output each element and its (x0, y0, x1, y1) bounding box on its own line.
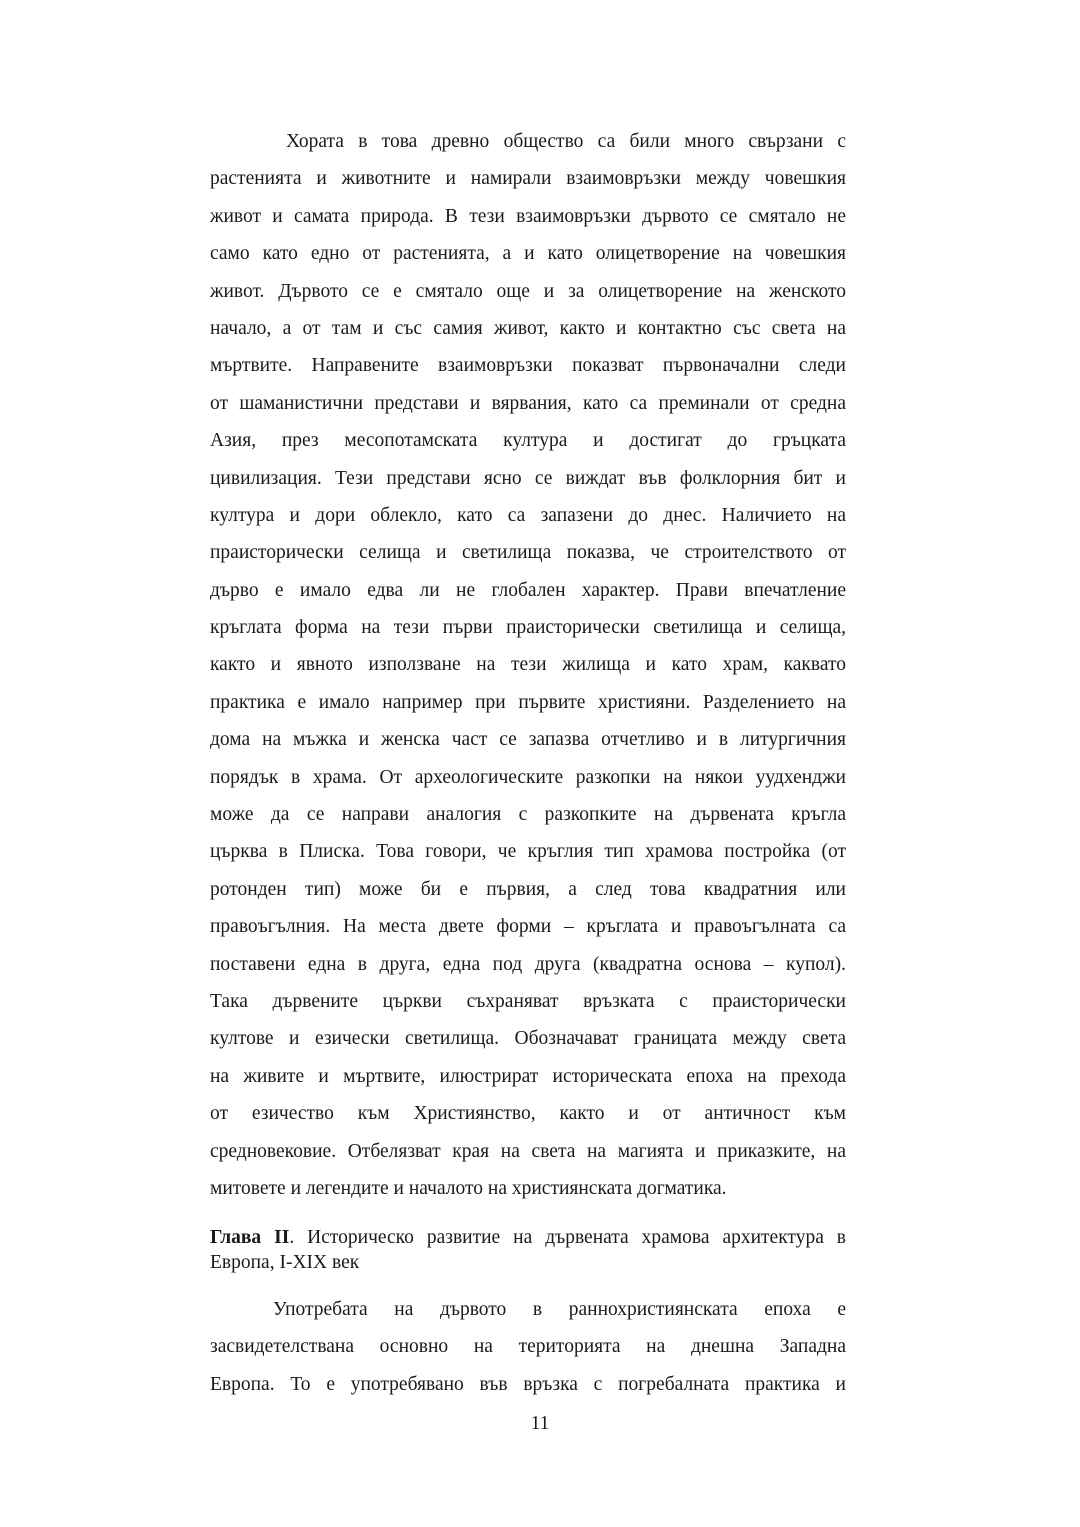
chapter-heading-line-1 (210, 1225, 846, 1250)
paragraph-1-line: Азия, през месопотамската култура и достигат до гръцката (210, 430, 846, 452)
paragraph-1-line: само като едно от растенията, а и като олицетворение на човешкия (210, 243, 846, 265)
paragraph-1-line: растенията и животните и намирали взаимовръзки между човешкия (210, 168, 846, 190)
paragraph-1-line: дърво е имало едва ли не глобален характер. Прави впечатление (210, 579, 846, 601)
paragraph-1-line: кръглата форма на тези първи праисторически светилища и селища, (210, 617, 846, 639)
paragraph-1-line: култура и дори облекло, като са запазени до днес. Наличието на (210, 504, 846, 526)
paragraph-1-line: правоъгълния. На места двете форми – кръглата и правоъгълната са (210, 916, 846, 938)
paragraph-1-line: може да се направи аналогия с разкопките на дървената кръгла (210, 804, 846, 826)
paragraph-1-line: живот и самата природа. В тези взаимовръзки дървото се смятало не (210, 205, 846, 227)
chapter-heading (210, 1225, 846, 1275)
chapter-title-part-2: Европа, I-XIX век (210, 1252, 360, 1273)
paragraph-1-line: практика е имало например при първите християни. Разделението на (210, 691, 846, 713)
paragraph-2-line: засвидетелствана основно на територията на днешна Западна (210, 1336, 846, 1358)
paragraph-1-line: ротонден тип) може би е първия, а след това квадратния или (210, 878, 846, 900)
paragraph-1-line: дома на мъжка и женска част се запазва отчетливо и в литургичния (210, 729, 846, 751)
paragraph-1-line: поставени една в друга, една под друга (квадратна основа – купол). (210, 953, 846, 975)
paragraph-2-line: Употребата на дървото в раннохристиянската епоха е (273, 1299, 846, 1320)
paragraph-1-line: Хората в това древно общество са били много свързани с (286, 131, 846, 152)
chapter-title-part-1: . Историческо развитие на дървената храмова архитектура в (289, 1227, 846, 1248)
paragraph-1-line: култове и езически светилища. Обозначават границата между света (210, 1028, 846, 1050)
paragraph-1-line: на живите и мъртвите, илюстрират историческата епоха на прехода (210, 1065, 846, 1087)
paragraph-1-line: митовете и легендите и началото на християнската догматика. (210, 1177, 727, 1199)
paragraph-1-line: средновековие. Отбелязват края на света на магията и приказките, на (210, 1140, 846, 1162)
paragraph-1-line: мъртвите. Направените взаимовръзки показват първоначални следи (210, 355, 846, 377)
paragraph-1-line: порядък в храма. От археологическите разкопки на някои уудхенджи (210, 766, 846, 788)
paragraph-1-line: от езичество към Християнство, както и от античност към (210, 1103, 846, 1125)
paragraph-1-line: Така дървените църкви съхраняват връзката с праисторически (210, 990, 846, 1012)
chapter-label: Глава II (210, 1227, 290, 1248)
paragraph-1-line: живот. Дървото се е смятало още и за олицетворение на женското (210, 280, 846, 302)
paragraph-1-line: от шаманистични представи и вярвания, като са преминали от средна (210, 392, 846, 414)
paragraph-1-line: църква в Плиска. Това говори, че кръглия тип храмова постройка (от (210, 841, 846, 863)
paragraph-1-line: както и явното използване на тези жилища и като храм, каквато (210, 654, 846, 676)
paragraph-1-line: праисторически селища и светилища показва, че строителството от (210, 542, 846, 564)
paragraph-1 (210, 123, 846, 1207)
paragraph-1-line: цивилизация. Тези представи ясно се виждат във фолклорния бит и (210, 467, 846, 489)
paragraph-1-line: начало, а от там и със самия живот, както и контактно със света на (210, 317, 846, 339)
page-number: 11 (530, 1413, 550, 1434)
paragraph-2 (210, 1291, 846, 1403)
paragraph-2-line: Европа. То е употребявано във връзка с погребалната практика и (210, 1373, 846, 1395)
